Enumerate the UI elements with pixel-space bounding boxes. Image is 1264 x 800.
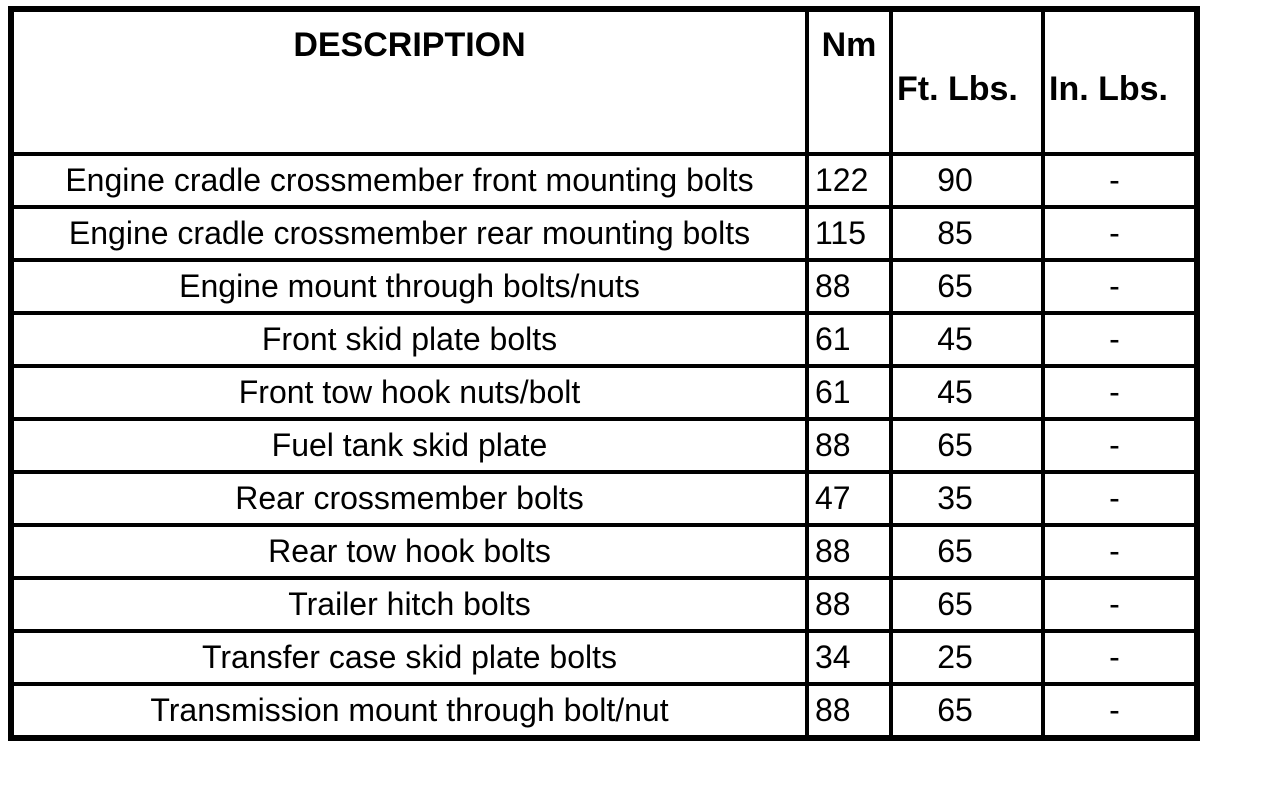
row-in-lbs-value: - (1043, 578, 1197, 631)
row-in-lbs-value: - (1043, 472, 1197, 525)
row-nm-value: 88 (807, 578, 891, 631)
row-in-lbs-value: - (1043, 207, 1197, 260)
row-nm-value: 88 (807, 260, 891, 313)
row-ft-lbs-value: 45 (891, 366, 1043, 419)
row-nm-value: 88 (807, 419, 891, 472)
row-in-lbs-value: - (1043, 366, 1197, 419)
row-nm-value: 88 (807, 525, 891, 578)
table-row (11, 260, 1197, 313)
row-description: Front tow hook nuts/bolt (11, 366, 807, 419)
row-ft-lbs-value: 65 (891, 419, 1043, 472)
table-row (11, 472, 1197, 525)
row-in-lbs-value: - (1043, 154, 1197, 207)
row-in-lbs-value: - (1043, 260, 1197, 313)
row-ft-lbs-value: 65 (891, 578, 1043, 631)
row-description: Engine cradle crossmember rear mounting bolts (11, 207, 807, 260)
row-description: Trailer hitch bolts (11, 578, 807, 631)
row-nm-value: 61 (807, 313, 891, 366)
row-nm-value: 88 (807, 684, 891, 738)
table-body (11, 154, 1197, 738)
table-row (11, 684, 1197, 738)
row-ft-lbs-value: 65 (891, 525, 1043, 578)
table-row (11, 207, 1197, 260)
row-in-lbs-value: - (1043, 525, 1197, 578)
row-ft-lbs-value: 65 (891, 684, 1043, 738)
row-description: Front skid plate bolts (11, 313, 807, 366)
table-row (11, 154, 1197, 207)
row-ft-lbs-value: 35 (891, 472, 1043, 525)
row-description: Engine cradle crossmember front mounting bolts (11, 154, 807, 207)
row-nm-value: 115 (807, 207, 891, 260)
row-ft-lbs-value: 65 (891, 260, 1043, 313)
table-header-row (11, 9, 1197, 154)
header-description: DESCRIPTION (11, 9, 807, 154)
table-row (11, 578, 1197, 631)
row-description: Engine mount through bolts/nuts (11, 260, 807, 313)
row-ft-lbs-value: 25 (891, 631, 1043, 684)
row-ft-lbs-value: 85 (891, 207, 1043, 260)
row-ft-lbs-value: 45 (891, 313, 1043, 366)
header-in-lbs: In. Lbs. (1043, 9, 1197, 154)
table-row (11, 366, 1197, 419)
row-nm-value: 34 (807, 631, 891, 684)
row-description: Fuel tank skid plate (11, 419, 807, 472)
row-in-lbs-value: - (1043, 684, 1197, 738)
row-in-lbs-value: - (1043, 631, 1197, 684)
header-nm: Nm (807, 9, 891, 154)
row-description: Rear tow hook bolts (11, 525, 807, 578)
table-row (11, 313, 1197, 366)
row-in-lbs-value: - (1043, 419, 1197, 472)
row-description: Transmission mount through bolt/nut (11, 684, 807, 738)
torque-specification-table (8, 6, 1200, 741)
table-row (11, 631, 1197, 684)
header-ft-lbs: Ft. Lbs. (891, 9, 1043, 154)
table-row (11, 419, 1197, 472)
row-in-lbs-value: - (1043, 313, 1197, 366)
row-description: Rear crossmember bolts (11, 472, 807, 525)
row-nm-value: 61 (807, 366, 891, 419)
row-nm-value: 47 (807, 472, 891, 525)
row-nm-value: 122 (807, 154, 891, 207)
table-row (11, 525, 1197, 578)
row-ft-lbs-value: 90 (891, 154, 1043, 207)
row-description: Transfer case skid plate bolts (11, 631, 807, 684)
